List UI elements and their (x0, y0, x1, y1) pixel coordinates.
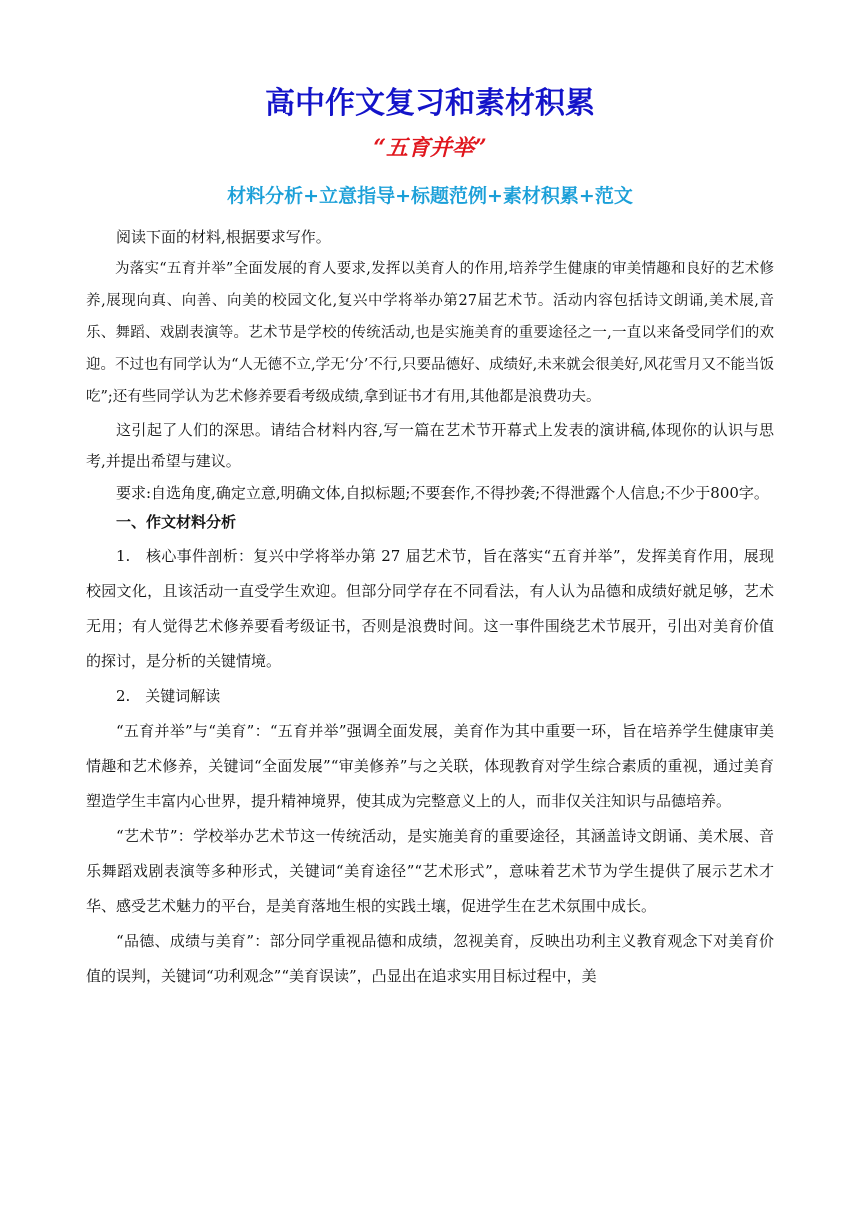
keyword-paragraph-2: “艺术节”：学校举办艺术节这一传统活动，是实施美育的重要途径，其涵盖诗文朗诵、美术展、音乐舞蹈戏剧表演等多种形式，关键词“美育途径”“艺术形式”，意味着艺术节为学生提供了展示艺术才华、感受艺术魅力的平台，是美育落地生根的实践土壤，促进学生在艺术氛围中成长。 (86, 827, 774, 915)
keyword-paragraph-3: “品德、成绩与美育”：部分同学重视品德和成绩，忽视美育，反映出功利主义教育观念下对美育价值的误判，关键词“功利观念”“美育误读”，凸显出在追求实用目标过程中，美 (86, 932, 774, 985)
analysis-item-2: 2. 关键词解读 (116, 687, 221, 705)
document-title: 高中作文复习和素材积累 (265, 86, 595, 121)
keyword-paragraph-1: “五育并举”与“美育”：“五育并举”强调全面发展，美育作为其中重要一环，旨在培养学生健康审美情趣和艺术修养，关键词“全面发展”“审美修养”与之关联，体现教育对学生综合素质的重视，通过美育塑造学生丰富内心世界，提升精神境界，使其成为完整意义上的人，而非仅关注知识与品德培养。 (86, 722, 774, 810)
analysis-item-1: 1. 核心事件剖析：复兴中学将举办第 27 届艺术节，旨在落实“五育并举”，发挥美育作用，展现校园文化，且该活动一直受学生欢迎。但部分同学存在不同看法，有人认为品德和成绩好就足够，艺术无用；有人觉得艺术修养要看考级证书，否则是浪费时间。这一事件围绕艺术节展开，引出对美育价值的探讨，是分析的关键情境。 (86, 547, 774, 670)
intro-paragraph: 阅读下面的材料,根据要求写作。 (116, 228, 331, 246)
document-body (86, 222, 774, 994)
requirement-paragraph: 要求:自选角度,确定立意,明确文体,自拟标题;不要套作,不得抄袭;不得泄露个人信息;不少于800字。 (116, 484, 769, 502)
material-paragraph: 为落实“五育并举”全面发展的育人要求,发挥以美育人的作用,培养学生健康的审美情趣和良好的艺术修养,展现向真、向善、向美的校园文化,复兴中学将举办第27届艺术节。活动内容包括诗文朗诵,美术展,音乐、舞蹈、戏剧表演等。艺术节是学校的传统活动,也是实施美育的重要途径之一,一直以来备受同学们的欢迎。不过也有同学认为“人无德不立,学无‘分’不行,只要品德好、成绩好,未来就会很美好,风花雪月又不能当饭吃”;还有些同学认为艺术修养要看考级成绩,拿到证书才有用,其他都是浪费功夫。 (86, 261, 774, 405)
section-heading: 一、作文材料分析 (116, 513, 237, 531)
prompt-paragraph: 这引起了人们的深思。请结合材料内容,写一篇在艺术节开幕式上发表的演讲稿,体现你的认识与思考,并提出希望与建议。 (86, 421, 774, 470)
section-outline: 材料分析+立意指导+标题范例+素材积累+范文 (227, 185, 633, 207)
document-subtitle: “五育并举” (373, 135, 487, 161)
